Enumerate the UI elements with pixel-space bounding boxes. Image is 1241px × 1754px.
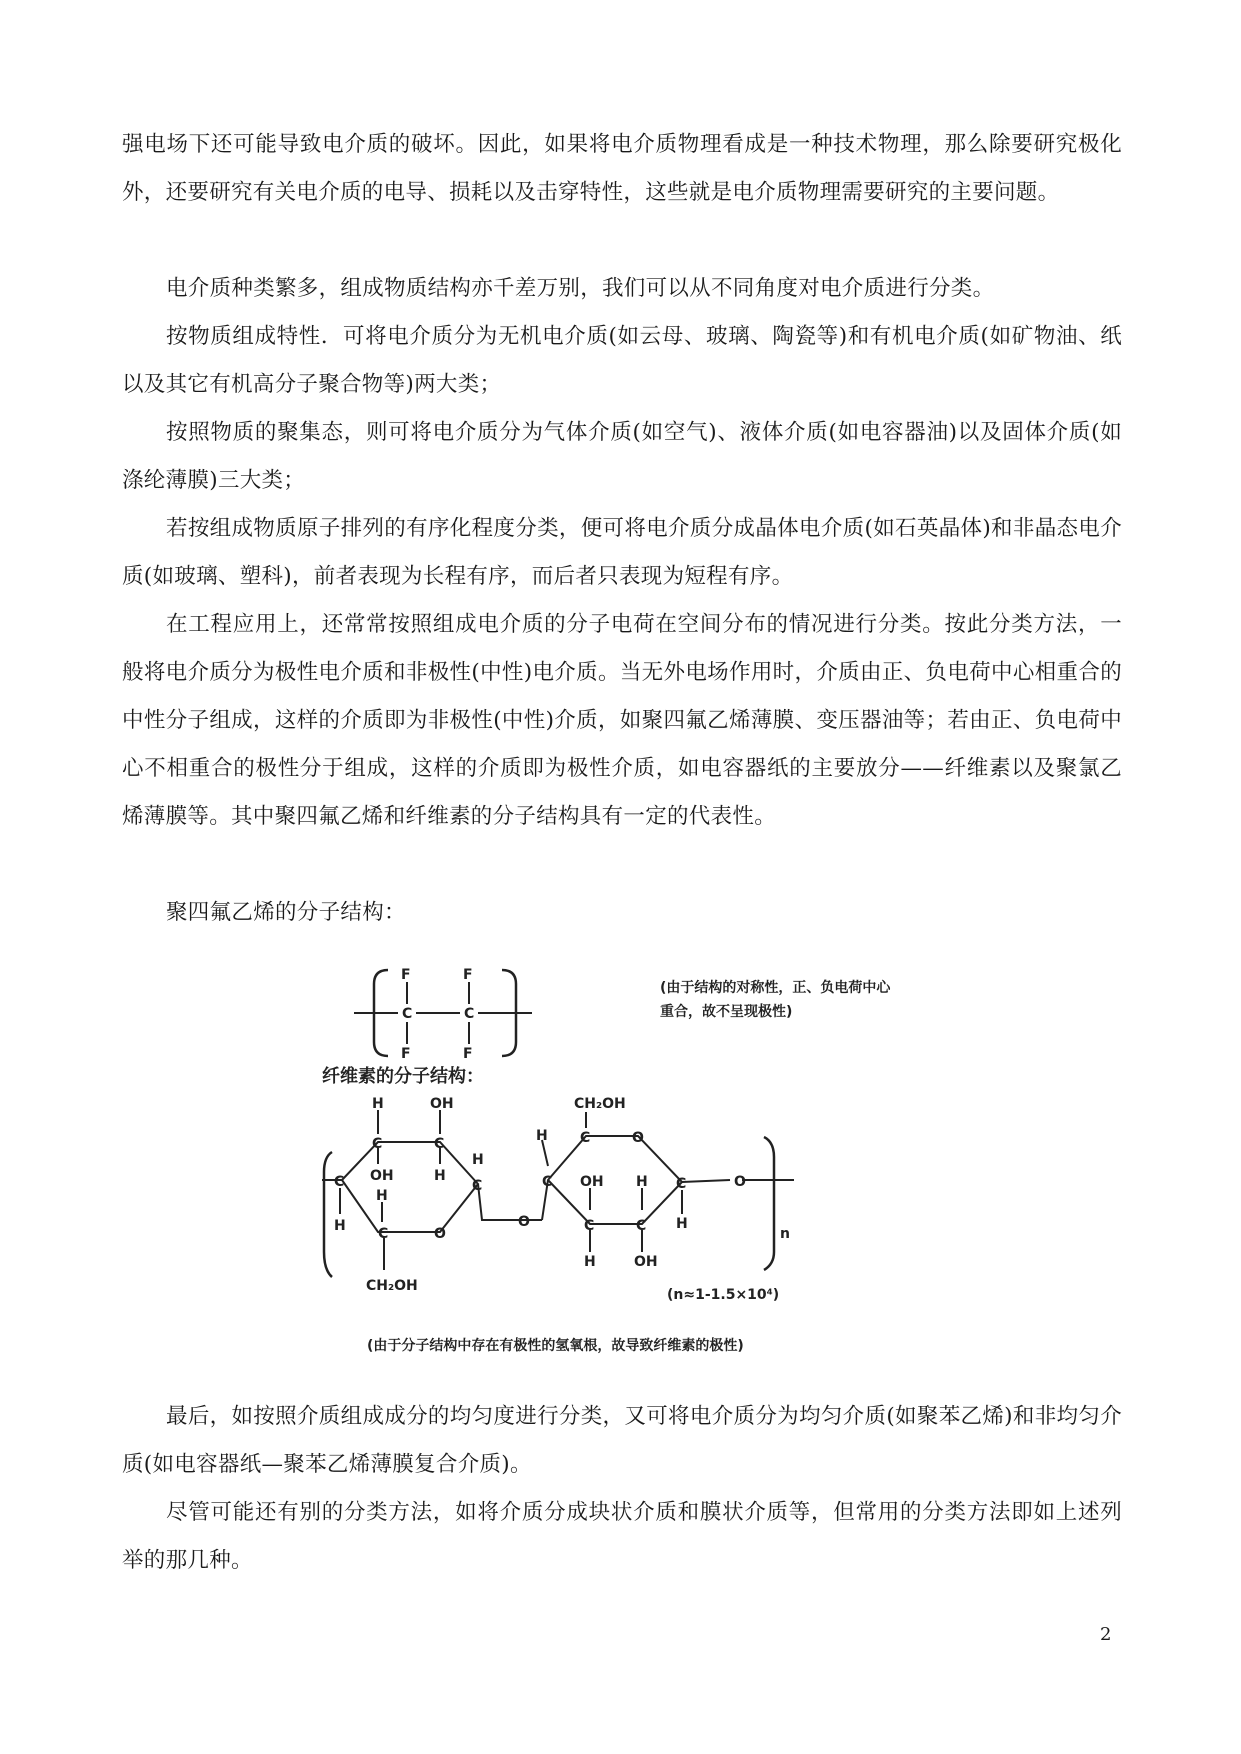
paragraph-2: 电介质种类繁多，组成物质结构亦千差万别，我们可以从不同角度对电介质进行分类。: [166, 276, 995, 301]
svg-text:C: C: [676, 1176, 687, 1192]
cellulose-caption: 纤维素的分子结构：: [322, 1066, 484, 1087]
svg-text:H: H: [584, 1254, 596, 1270]
svg-text:OH: OH: [580, 1174, 604, 1190]
svg-text:F: F: [401, 1046, 411, 1062]
paragraph-4: 按照物质的聚集态，则可将电介质分为气体介质(如空气)、液体介质(如电容器油)以及固体介质(如涤纶薄膜)三大类；: [122, 420, 1122, 493]
svg-text:C: C: [402, 1006, 413, 1022]
svg-text:H: H: [636, 1174, 648, 1190]
svg-text:H: H: [536, 1128, 548, 1144]
molecular-structure-figure: [322, 952, 962, 1372]
cellulose-structure: [322, 1096, 794, 1294]
paragraph-5: 若按组成物质原子排列的有序化程度分类，便可将电介质分成晶体电介质(如石英晶体)和非晶态电介质(如玻璃、塑科)，前者表现为长程有序，而后者只表现为短程有序。: [122, 516, 1122, 589]
svg-text:C: C: [580, 1130, 591, 1146]
svg-text:C: C: [472, 1178, 483, 1194]
svg-text:O: O: [434, 1226, 446, 1242]
paragraph-ptfe-heading: 聚四氟乙烯的分子结构：: [166, 900, 406, 925]
svg-text:H: H: [376, 1188, 388, 1204]
svg-text:C: C: [372, 1136, 383, 1152]
page-number: 2: [1100, 1624, 1112, 1645]
svg-text:CH₂OH: CH₂OH: [574, 1096, 626, 1112]
svg-text:CH₂OH: CH₂OH: [366, 1278, 418, 1294]
paragraph-8: 最后，如按照介质组成成分的均匀度进行分类，又可将电介质分为均匀介质(如聚苯乙烯)和非均匀介质(如电容器纸—聚苯乙烯薄膜复合介质)。: [122, 1404, 1122, 1477]
svg-text:F: F: [401, 967, 411, 983]
svg-text:OH: OH: [430, 1096, 454, 1112]
svg-text:O: O: [632, 1130, 644, 1146]
svg-text:OH: OH: [370, 1168, 394, 1184]
svg-text:H: H: [334, 1218, 346, 1234]
svg-text:F: F: [463, 967, 473, 983]
svg-text:C: C: [434, 1136, 445, 1152]
svg-text:H: H: [372, 1096, 384, 1112]
svg-text:O: O: [518, 1214, 530, 1230]
paragraph-1: 强电场下还可能导致电介质的破坏。因此，如果将电介质物理看成是一种技术物理，那么除要研究极化外，还要研究有关电介质的电导、损耗以及击穿特性，这些就是电介质物理需要研究的主要问题。: [122, 132, 1122, 205]
svg-text:H: H: [676, 1216, 688, 1232]
paragraph-3: 按物质组成特性．可将电介质分为无机电介质(如云母、玻璃、陶瓷等)和有机电介质(如矿物油、纸以及其它有机高分子聚合物等)两大类；: [122, 324, 1122, 397]
paragraph-6: 在工程应用上，还常常按照组成电介质的分子电荷在空间分布的情况进行分类。按此分类方法，一般将电介质分为极性电介质和非极性(中性)电介质。当无外电场作用时，介质由正、负电荷中心相重合的中性分子组成，这样的介质即为非极性(中性)介质，如聚四氟乙烯薄膜、变压器油等；若由正、负电荷中心不相重合的极性分于组成，这样的介质即为极性介质，如电容器纸的主要放分——纤维素以及聚氯乙烯薄膜等。其中聚四氟乙烯和纤维素的分子结构具有一定的代表性。: [122, 612, 1122, 829]
svg-text:H: H: [434, 1168, 446, 1184]
svg-text:C: C: [334, 1174, 345, 1190]
svg-text:C: C: [542, 1174, 553, 1190]
paragraph-9: 尽管可能还有别的分类方法，如将介质分成块状介质和膜状介质等，但常用的分类方法即如上述列举的那几种。: [122, 1500, 1122, 1573]
cellulose-note: (由于分子结构中存在有极性的氢氧根，故导致纤维素的极性): [367, 1338, 744, 1354]
svg-text:OH: OH: [634, 1254, 658, 1270]
svg-text:C: C: [378, 1226, 389, 1242]
ptfe-note: (由于结构的对称性，正、负电荷中心重合，故不呈现极性): [660, 980, 891, 1020]
svg-text:C: C: [464, 1006, 475, 1022]
ptfe-structure: [354, 967, 532, 1062]
svg-text:F: F: [463, 1046, 473, 1062]
svg-text:n: n: [780, 1226, 790, 1242]
svg-text:C: C: [584, 1218, 595, 1234]
svg-text:H: H: [472, 1152, 484, 1168]
svg-text:C: C: [636, 1218, 647, 1234]
degree-of-polymerization: (n≈1-1.5×10⁴): [667, 1287, 780, 1303]
svg-text:O: O: [734, 1174, 746, 1190]
